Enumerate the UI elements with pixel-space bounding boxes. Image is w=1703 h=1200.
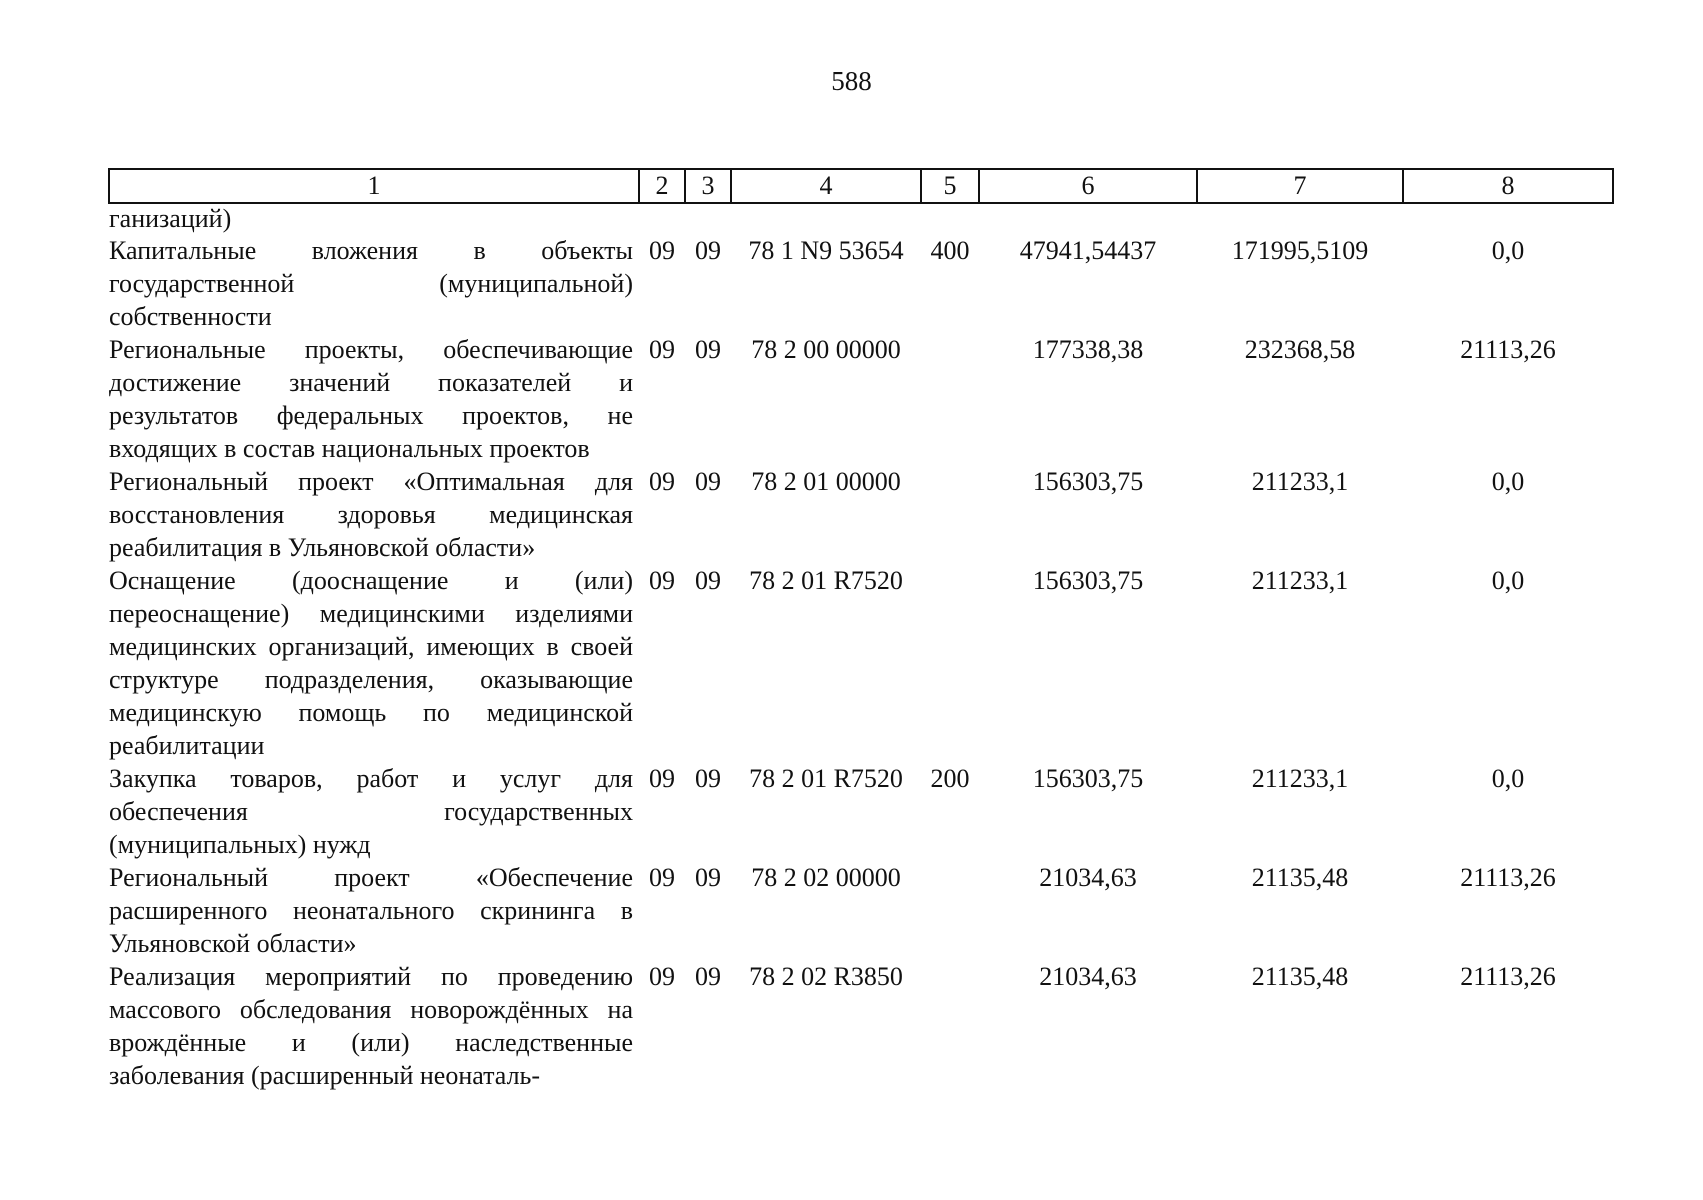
row-target-article-code: 78 2 00 00000 — [751, 335, 901, 364]
row-amount-col8: 0,0 — [1491, 764, 1525, 793]
row-expense-type-code: 200 — [930, 764, 970, 793]
header-col-6: 6 — [979, 169, 1197, 203]
row-amount-col7: 21135,48 — [1251, 962, 1349, 991]
header-col-5: 5 — [921, 169, 979, 203]
row-description: Оснащение (дооснащение и (или) переоснащение) медицинскими изделиями медицинских организаций, имеющих в своей структуре подразделения, оказывающие медицинскую помощь по медицинской реабилитации — [109, 566, 633, 760]
row-amount-col7: 211233,1 — [1251, 566, 1349, 595]
row-subsection-code: 09 — [695, 764, 721, 793]
header-col-8: 8 — [1403, 169, 1613, 203]
row-amount-col8: 21113,26 — [1460, 863, 1556, 892]
row-target-article-code: 78 2 01 R7520 — [749, 764, 903, 793]
row-description: Закупка товаров, работ и услуг для обеспечения государственных (муниципальных) нужд — [109, 764, 633, 859]
row-target-article-code: 78 2 01 00000 — [751, 467, 901, 496]
row-section-code: 09 — [649, 566, 675, 595]
table-row — [109, 465, 1613, 564]
row-subsection-code: 09 — [695, 863, 721, 892]
row-amount-col6: 156303,75 — [1032, 467, 1144, 496]
budget-table — [108, 168, 1614, 1092]
row-target-article-code: 78 2 01 R7520 — [749, 566, 903, 595]
row-description: Реализация мероприятий по проведению массового обследования новорождённых на врождённые и (или) наследственные заболевания (расширенный неонаталь- — [109, 962, 633, 1090]
page-number: 588 — [831, 66, 872, 96]
row-amount-col8: 0,0 — [1491, 467, 1525, 496]
row-amount-col7: 211233,1 — [1251, 467, 1349, 496]
row-amount-col8: 0,0 — [1491, 236, 1525, 265]
continuation-text: ганизаций) — [109, 204, 232, 233]
header-col-2: 2 — [639, 169, 685, 203]
row-subsection-code: 09 — [695, 962, 721, 991]
budget-table-container — [108, 168, 1612, 1092]
row-description: Региональный проект «Оптимальная для восстановления здоровья медицинская реабилитация в Ульяновской области» — [109, 467, 633, 562]
table-row — [109, 762, 1613, 861]
row-amount-col7: 171995,5109 — [1231, 236, 1369, 265]
column-number-header — [109, 169, 1613, 203]
row-expense-type-code: 400 — [930, 236, 970, 265]
continuation-row — [109, 203, 1613, 234]
header-col-7: 7 — [1197, 169, 1403, 203]
row-expense-type-code — [921, 465, 979, 564]
row-section-code: 09 — [649, 962, 675, 991]
row-description: Региональные проекты, обеспечивающие достижение значений показателей и результатов федеральных проектов, не входящих в состав национальных проектов — [109, 335, 633, 463]
row-section-code: 09 — [649, 467, 675, 496]
row-expense-type-code — [921, 333, 979, 465]
row-subsection-code: 09 — [695, 335, 721, 364]
row-amount-col6: 21034,63 — [1039, 863, 1137, 892]
row-amount-col7: 232368,58 — [1244, 335, 1356, 364]
row-subsection-code: 09 — [695, 236, 721, 265]
table-row — [109, 564, 1613, 762]
table-row — [109, 861, 1613, 960]
row-amount-col6: 177338,38 — [1032, 335, 1144, 364]
row-amount-col8: 0,0 — [1491, 566, 1525, 595]
row-target-article-code: 78 2 02 R3850 — [749, 962, 903, 991]
row-description: Региональный проект «Обеспечение расширенного неонатального скрининга в Ульяновской области» — [109, 863, 633, 958]
header-col-1: 1 — [109, 169, 639, 203]
row-amount-col8: 21113,26 — [1460, 335, 1556, 364]
row-amount-col6: 21034,63 — [1039, 962, 1137, 991]
row-expense-type-code — [921, 960, 979, 1092]
row-description: Капитальные вложения в объекты государственной (муниципальной) собственности — [109, 236, 633, 331]
row-subsection-code: 09 — [695, 467, 721, 496]
row-section-code: 09 — [649, 863, 675, 892]
row-amount-col7: 211233,1 — [1251, 764, 1349, 793]
row-subsection-code: 09 — [695, 566, 721, 595]
header-col-3: 3 — [685, 169, 731, 203]
row-amount-col6: 47941,54437 — [1019, 236, 1157, 265]
row-target-article-code: 78 1 N9 53654 — [748, 236, 904, 265]
row-amount-col8: 21113,26 — [1460, 962, 1556, 991]
row-amount-col7: 21135,48 — [1251, 863, 1349, 892]
table-row — [109, 333, 1613, 465]
table-row — [109, 960, 1613, 1092]
row-target-article-code: 78 2 02 00000 — [751, 863, 901, 892]
row-section-code: 09 — [649, 236, 675, 265]
row-amount-col6: 156303,75 — [1032, 764, 1144, 793]
row-expense-type-code — [921, 564, 979, 762]
table-row — [109, 234, 1613, 333]
header-col-4: 4 — [731, 169, 921, 203]
row-section-code: 09 — [649, 335, 675, 364]
row-amount-col6: 156303,75 — [1032, 566, 1144, 595]
row-expense-type-code — [921, 861, 979, 960]
row-section-code: 09 — [649, 764, 675, 793]
